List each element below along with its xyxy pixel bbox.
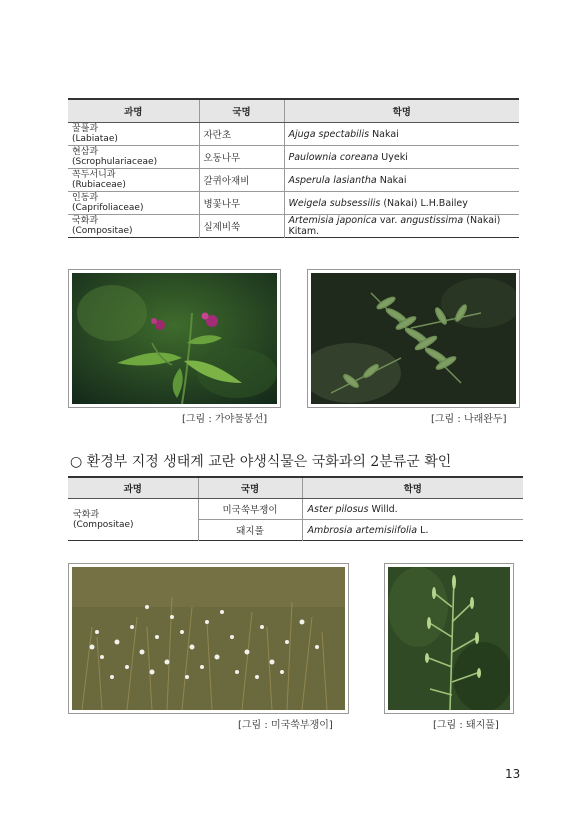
- genus: Aster: [307, 503, 333, 515]
- family-ko: 꼭두서니과: [72, 170, 116, 180]
- family-lat: (Compositae): [72, 226, 133, 236]
- korean-name-cell: 병꽃나무: [199, 192, 284, 215]
- species: lasiantha: [333, 174, 377, 186]
- family-cell: [68, 169, 199, 192]
- species: subsessilis: [329, 197, 381, 209]
- species: japonica: [336, 215, 377, 226]
- family-lat: (Compositae): [73, 519, 134, 530]
- aster-image: [72, 567, 345, 710]
- family-ko: 국화과: [73, 509, 100, 520]
- author: L.: [420, 524, 429, 536]
- figure-caption-aster: [그림 : 미국쑥부쟁이]: [238, 720, 333, 731]
- author: Uyeki: [381, 151, 408, 163]
- figure-caption-impatiens: [그림 : 가야물봉선]: [182, 414, 268, 425]
- ambrosia-image: [388, 567, 510, 710]
- family-cell: [68, 146, 199, 169]
- table-row: [68, 146, 519, 169]
- family-ko: 인동과: [72, 193, 99, 203]
- scientific-name-cell: [284, 146, 519, 169]
- table-row: [68, 169, 519, 192]
- species: spectabilis: [318, 128, 370, 140]
- family-lat: (Scrophulariaceae): [72, 157, 158, 167]
- table-row: [68, 192, 519, 215]
- section-heading: ○ 환경부 지정 생태계 교란 야생식물은 국화과의 2분류군 확인: [70, 454, 452, 470]
- korean-name-cell: 오동나무: [199, 146, 284, 169]
- header-scientific-name: 학명: [284, 99, 519, 123]
- family-cell: [68, 215, 199, 238]
- family-ko: 현삼과: [72, 147, 99, 157]
- scientific-name-cell: [284, 169, 519, 192]
- family-cell: [68, 123, 199, 146]
- table-header-row: [68, 99, 519, 123]
- species: pilosus: [335, 503, 369, 515]
- photo-ambrosia: [384, 563, 514, 714]
- scientific-name-cell: [284, 215, 519, 238]
- family-cell: [68, 192, 199, 215]
- page-number: 13: [505, 767, 521, 781]
- scientific-name-cell: [302, 499, 523, 520]
- variety: angustissima: [400, 215, 464, 226]
- scientific-name-cell: [284, 192, 519, 215]
- vicia-image: [311, 273, 516, 404]
- korean-name-cell: 돼지풀: [198, 520, 302, 541]
- korean-name-cell: 자란초: [199, 123, 284, 146]
- var-word: var.: [379, 215, 398, 226]
- korean-name-cell: 실제비쑥: [199, 215, 284, 238]
- figure-caption-ambrosia: [그림 : 돼지풀]: [433, 720, 499, 731]
- header-korean-name: 국명: [199, 99, 284, 123]
- photo-vicia: [307, 269, 520, 408]
- species: coreana: [339, 151, 379, 163]
- header-family: 과명: [68, 477, 198, 499]
- scientific-name-cell: [284, 123, 519, 146]
- figure-caption-vicia: [그림 : 나래완두]: [431, 414, 507, 425]
- genus: Ambrosia: [307, 524, 353, 536]
- photo-aster: [68, 563, 349, 714]
- family-lat: (Labiatae): [72, 134, 118, 144]
- korean-name-cell: 갈퀴아재비: [199, 169, 284, 192]
- genus: Artemisia: [288, 215, 334, 226]
- photo-impatiens: [68, 269, 281, 408]
- author: Nakai: [372, 128, 399, 140]
- species-table-1: [68, 98, 519, 238]
- family-cell: [68, 499, 198, 541]
- scientific-name-cell: [302, 520, 523, 541]
- species: artemisiifolia: [355, 524, 418, 536]
- author: (Nakai) Kitam.: [288, 215, 501, 237]
- author: Willd.: [371, 503, 398, 515]
- korean-name-cell: 미국쑥부쟁이: [198, 499, 302, 520]
- author: Nakai: [379, 174, 407, 186]
- table-row: [68, 499, 523, 520]
- header-korean-name: 국명: [198, 477, 302, 499]
- family-lat: (Rubiaceae): [72, 180, 126, 190]
- table-row: [68, 215, 519, 238]
- genus: Weigela: [288, 197, 327, 209]
- header-scientific-name: 학명: [302, 477, 523, 499]
- family-ko: 국화과: [72, 216, 99, 226]
- species-table-2: [68, 476, 523, 541]
- table-row: [68, 123, 519, 146]
- family-lat: (Caprifoliaceae): [72, 203, 144, 213]
- author: (Nakai) L.H.Bailey: [383, 197, 468, 209]
- family-ko: 꿀풀과: [72, 124, 99, 134]
- header-family: 과명: [68, 99, 199, 123]
- table-header-row: [68, 477, 523, 499]
- genus: Ajuga: [288, 128, 316, 140]
- genus: Asperula: [288, 174, 331, 186]
- genus: Paulownia: [288, 151, 337, 163]
- impatiens-image: [72, 273, 277, 404]
